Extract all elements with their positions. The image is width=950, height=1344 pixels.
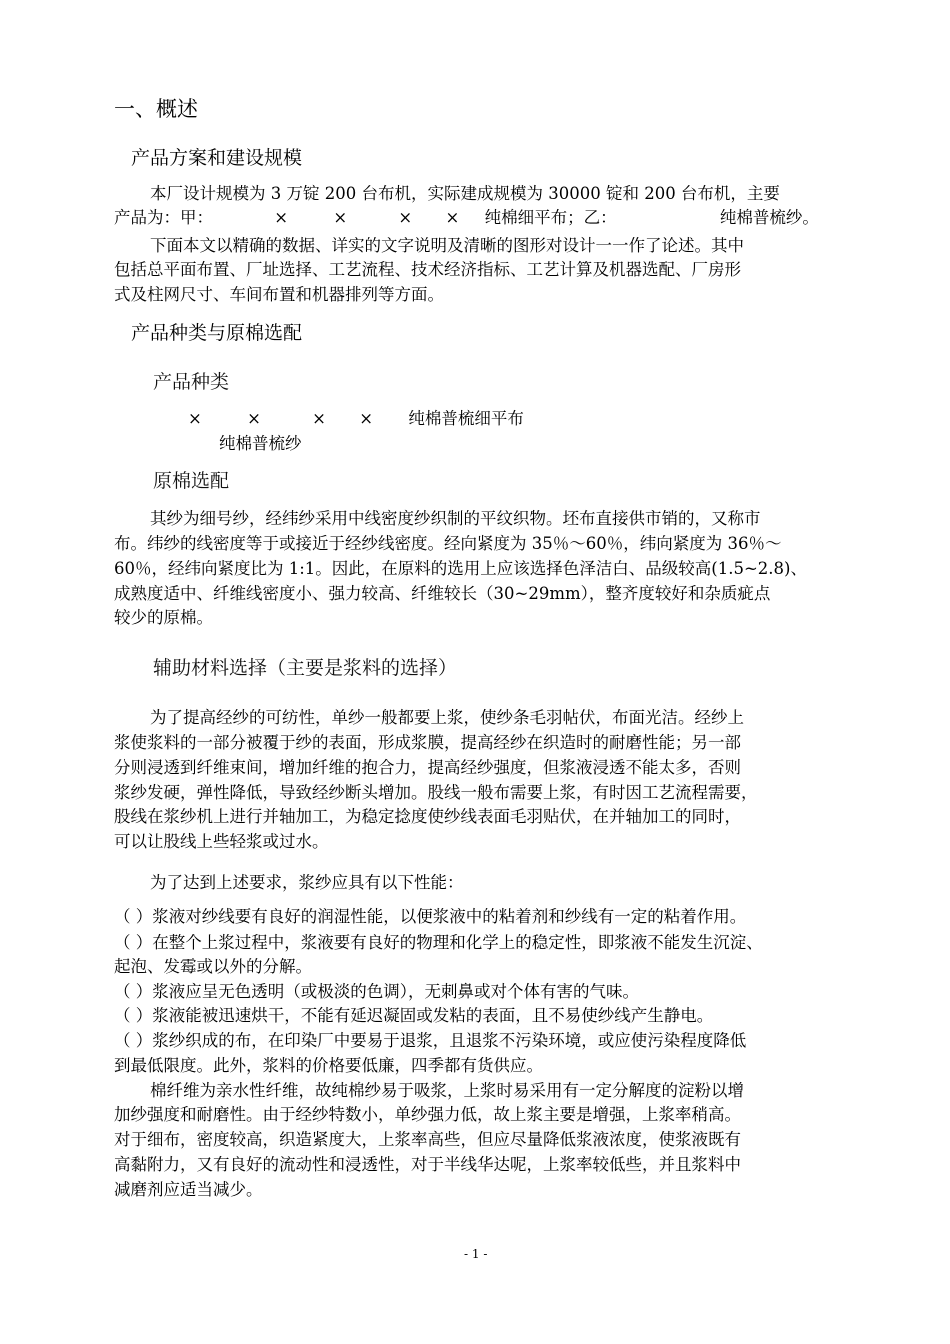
product-item: 纯棉普梳细平布 xyxy=(408,409,524,428)
paragraph-line: 可以让股线上些轻浆或过水。 xyxy=(114,832,329,851)
paragraph-line: 60％，经纬向紧度比为 1:1。因此，在原料的选用上应该选择色泽洁白、品级较高(1.5~2.8)、 xyxy=(114,559,807,578)
product-label-c: 纯棉普梳纱。 xyxy=(719,208,819,227)
placeholder-mark: × xyxy=(312,409,326,428)
placeholder-mark: × xyxy=(188,409,202,428)
placeholder-mark: × xyxy=(398,208,413,227)
paragraph-line: 高黏附力，又有良好的流动性和浸透性，对于半线华达呢，上浆率较低些，并且浆料中 xyxy=(114,1155,741,1174)
subheading-product-types: 产品种类与原棉选配 xyxy=(131,322,303,344)
paragraph-line: 式及柱网尺寸、车间布置和机器排列等方面。 xyxy=(114,285,444,304)
product-label-a: 产品为：甲： xyxy=(114,208,213,227)
paragraph-line: 对于细布，密度较高，织造紧度大，上浆率高些，但应尽量降低浆液浓度，使浆液既有 xyxy=(114,1130,741,1149)
paragraph-line: 布。纬纱的线密度等于或接近于经纱线密度。经向紧度为 35％～60％，纬向紧度为 36％～ xyxy=(114,534,782,553)
paragraph-line: 棉纤维为亲水性纤维，故纯棉纱易于吸浆，上浆时易采用有一定分解度的淀粉以增 xyxy=(150,1081,744,1100)
paragraph-line: 本厂设计规模为 3 万锭 200 台布机，实际建成规模为 30000 锭和 200 台布机，主要 xyxy=(150,184,780,203)
paragraph-line: 成熟度适中、纤维线密度小、强力较高、纤维较长（30~29mm），整齐度较好和杂质疵点 xyxy=(114,584,771,603)
paragraph-line: 其纱为细号纱，经纬纱采用中线密度纱织制的平纹织物。坯布直接供市销的，又称市 xyxy=(150,509,761,528)
section-heading-overview: 一、概述 xyxy=(114,97,198,121)
placeholder-mark: × xyxy=(247,409,261,428)
subsubheading-raw-cotton: 原棉选配 xyxy=(153,470,230,492)
list-item: （ ）浆液对纱线要有良好的润湿性能，以便浆液中的粘着剂和纱线有一定的粘着作用。 xyxy=(114,907,747,926)
paragraph-line: 包括总平面布置、厂址选择、工艺流程、技术经济指标、工艺计算及机器选配、厂房形 xyxy=(114,260,741,279)
paragraph-line: 为了达到上述要求，浆纱应具有以下性能： xyxy=(150,873,464,892)
list-item: （ ）浆纱织成的布，在印染厂中要易于退浆，且退浆不污染环境，或应使污染程度降低 xyxy=(114,1031,747,1050)
subsubheading-product-types: 产品种类 xyxy=(153,371,230,393)
placeholder-mark: × xyxy=(445,208,460,227)
placeholder-mark: × xyxy=(274,208,289,227)
list-item: （ ）在整个上浆过程中，浆液要有良好的物理和化学上的稳定性，即浆液不能发生沉淀、 xyxy=(114,933,763,952)
list-item: （ ）浆液应呈无色透明（或极淡的色调），无刺鼻或对个体有害的气味。 xyxy=(114,982,639,1001)
paragraph-line xyxy=(114,207,819,229)
paragraph-line: 股线在浆纱机上进行并轴加工，为稳定捻度使纱线表面毛羽贴伏，在并轴加工的同时， xyxy=(114,807,741,826)
paragraph-line: 较少的原棉。 xyxy=(114,608,213,627)
list-item: （ ）浆液能被迅速烘干，不能有延迟凝固或发粘的表面，且不易使纱线产生静电。 xyxy=(114,1006,714,1025)
paragraph-line: 浆使浆料的一部分被覆于纱的表面，形成浆膜，提高经纱在织造时的耐磨性能；另一部 xyxy=(114,733,741,752)
paragraph-line: 加纱强度和耐磨性。由于经纱特数小，单纱强力低，故上浆主要是增强，上浆率稍高。 xyxy=(114,1105,741,1124)
paragraph-line: 下面本文以精确的数据、详实的文字说明及清晰的图形对设计一一作了论述。其中 xyxy=(150,236,744,255)
subsubheading-auxiliary-materials: 辅助材料选择（主要是浆料的选择） xyxy=(153,657,458,679)
product-item-line xyxy=(188,408,524,430)
placeholder-mark: × xyxy=(359,409,374,428)
paragraph-line: 分则浸透到纤维束间，增加纤维的抱合力，提高经纱强度，但浆液浸透不能太多，否则 xyxy=(114,758,741,777)
product-item: 纯棉普梳纱 xyxy=(219,434,302,453)
paragraph-line: 为了提高经纱的可纺性，单纱一般都要上浆，使纱条毛羽帖伏，布面光洁。经纱上 xyxy=(150,708,744,727)
paragraph-line: 浆纱发硬，弹性降低，导致经纱断头增加。股线一般布需要上浆，有时因工艺流程需要， xyxy=(114,783,758,802)
paragraph-line: 减磨剂应适当减少。 xyxy=(114,1180,263,1199)
list-item-continuation: 到最低限度。此外，浆料的价格要低廉，四季都有货供应。 xyxy=(114,1056,543,1075)
list-item-continuation: 起泡、发霉或以外的分解。 xyxy=(114,957,312,976)
page-number: - 1 - xyxy=(464,1247,488,1261)
placeholder-mark: × xyxy=(333,208,348,227)
product-label-b: 纯棉细平布；乙： xyxy=(484,208,617,227)
subheading-product-plan: 产品方案和建设规模 xyxy=(131,147,303,169)
